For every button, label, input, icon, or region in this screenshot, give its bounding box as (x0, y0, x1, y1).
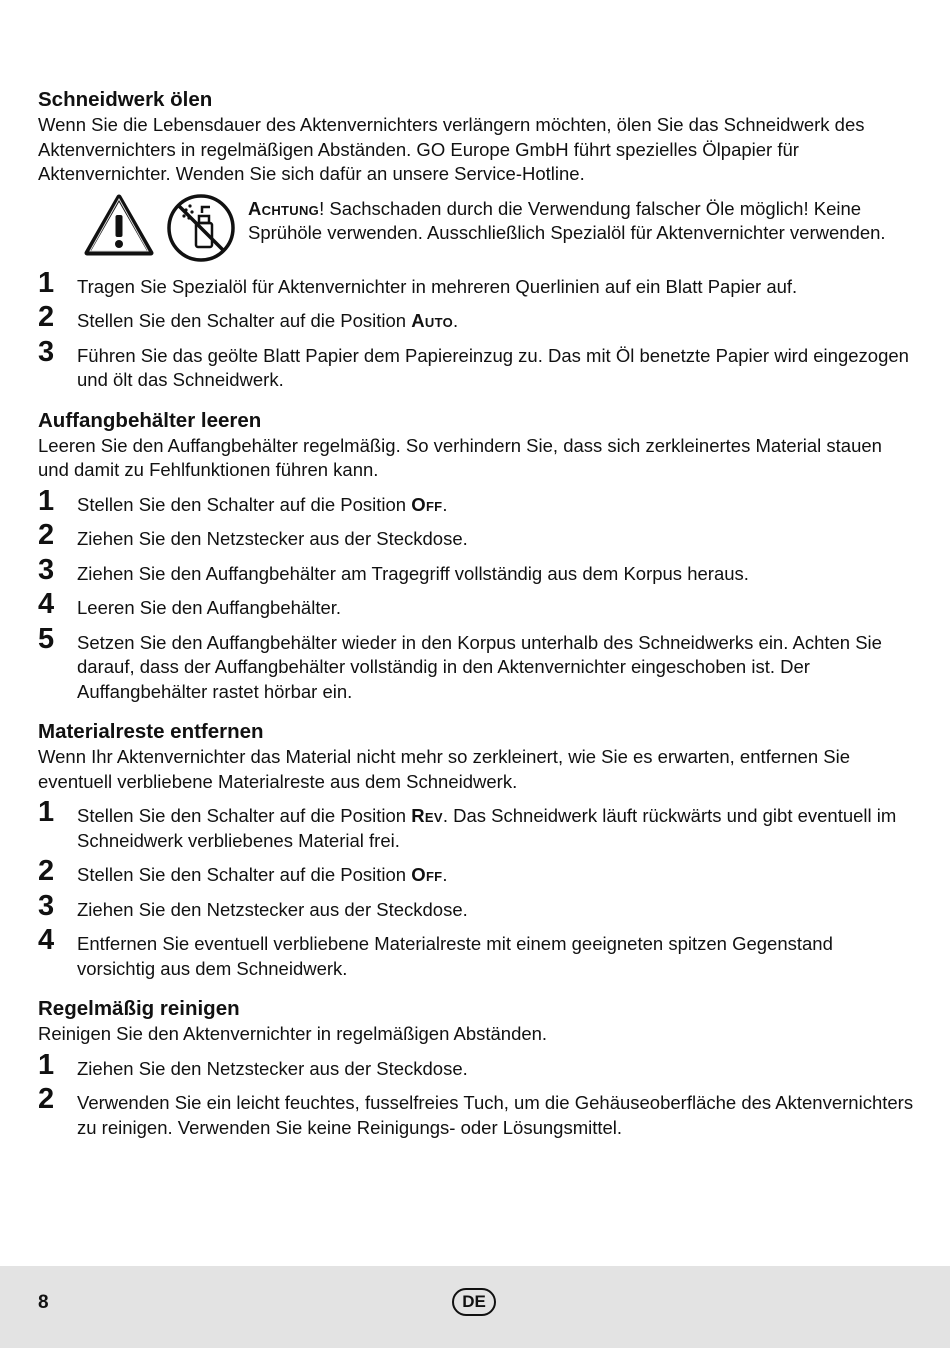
warning-triangle-icon (84, 193, 154, 257)
step-text: Ziehen Sie den Netzstecker aus der Steckdose. (77, 1057, 468, 1079)
step-item (38, 1048, 914, 1082)
step-item (38, 266, 914, 300)
step-list (38, 484, 914, 705)
section-intro: Leeren Sie den Auffangbehälter regelmäßig. So verhindern Sie, dass sich zerkleinertes Material stauen und damit zu Fehlfunktionen führen kann. (38, 434, 882, 480)
warning-label: Achtung (248, 197, 320, 219)
section-empty-bin (38, 407, 914, 705)
step-number: 3 (38, 335, 55, 368)
step-number: 3 (38, 553, 55, 586)
step-item (38, 855, 914, 888)
step-item (38, 484, 914, 518)
step-item (38, 335, 914, 393)
section-intro: Reinigen Sie den Aktenvernichter in regelmäßigen Abständen. (38, 1023, 548, 1044)
warning-text (248, 193, 914, 246)
page-footer (0, 1266, 950, 1348)
section-remove-residue (38, 718, 914, 981)
step-number: 1 (38, 484, 55, 517)
step-number: 2 (38, 855, 55, 887)
step-number: 1 (38, 796, 55, 828)
step-number: 2 (38, 301, 55, 333)
warning-message: ! Sachschaden durch die Verwendung falscher Öle möglich! Keine Sprühöle verwenden. Ausschließlich Spezialöl für Aktenvernichter verwenden. (248, 197, 886, 243)
step-item (38, 519, 914, 552)
section-intro: Wenn Ihr Aktenvernichter das Material nicht mehr so zerkleinert, wie Sie es erwarten, entfernen Sie eventuell verbliebene Materialreste aus dem Schneidwerk. (38, 746, 850, 792)
section-title: Auffangbehälter leeren (38, 408, 262, 432)
language-badge: DE (452, 1288, 496, 1316)
step-text: Stellen Sie den Schalter auf die Position Auto. (77, 310, 459, 331)
section-title: Materialreste entfernen (38, 720, 264, 743)
page-number: 8 (38, 1292, 49, 1313)
section-title: Schneidwerk ölen (38, 88, 213, 111)
step-item (38, 553, 914, 587)
step-text: Entfernen Sie eventuell verbliebene Materialreste mit einem geeigneten spitzen Gegenstand vorsichtig aus dem Schneidwerk. (77, 933, 833, 979)
step-text: Setzen Sie den Auffangbehälter wieder in den Korpus unterhalb des Schneidwerks ein. Achten Sie darauf, dass der Auffangbehälter vollständig in den Aktenvernichter eingeschoben ist. Der Auffangbehälter rastet hörbar ein. (77, 631, 882, 702)
step-item (38, 796, 914, 853)
step-item (38, 1083, 914, 1140)
step-list (38, 1048, 914, 1141)
section-title: Regelmäßig reinigen (38, 997, 240, 1020)
warning-box (84, 193, 914, 263)
step-text: Leeren Sie den Auffangbehälter. (77, 597, 342, 618)
step-text: Stellen Sie den Schalter auf die Position Off. (77, 864, 448, 885)
no-spray-oil-icon (166, 193, 236, 263)
step-text: Tragen Sie Spezialöl für Aktenvernichter in mehreren Querlinien auf ein Blatt Papier auf. (77, 275, 798, 297)
step-item (38, 924, 914, 981)
step-number: 1 (38, 266, 55, 299)
step-item (38, 889, 914, 923)
warning-icons (84, 193, 236, 263)
step-list (38, 796, 914, 981)
step-item (38, 588, 914, 621)
step-text: Führen Sie das geölte Blatt Papier dem Papiereinzug zu. Das mit Öl benetzte Papier wird eingezogen und ölt das Schneidwerk. (77, 344, 909, 390)
step-item (38, 301, 914, 334)
step-number: 4 (38, 924, 55, 956)
step-text: Ziehen Sie den Auffangbehälter am Tragegriff vollständig aus dem Korpus heraus. (77, 562, 749, 584)
step-number: 4 (38, 588, 55, 620)
step-list (38, 266, 914, 393)
step-number: 2 (38, 1083, 55, 1115)
section-oil-cutter (38, 86, 914, 393)
section-regular-cleaning (38, 995, 914, 1140)
page-content (38, 86, 914, 1154)
step-number: 2 (38, 519, 55, 551)
step-text: Ziehen Sie den Netzstecker aus der Steckdose. (77, 528, 468, 549)
section-intro: Wenn Sie die Lebensdauer des Aktenvernichters verlängern möchten, ölen Sie das Schneidwerk des Aktenvernichters in regelmäßigen Abständen. GO Europe GmbH führt spezielles Ölpapier für Aktenvernichter. Wenden Sie sich dafür an unsere Service-Hotline. (38, 114, 865, 184)
step-text: Stellen Sie den Schalter auf die Position Off. (77, 493, 448, 515)
step-text: Verwenden Sie ein leicht feuchtes, fusselfreies Tuch, um die Gehäuseoberfläche des Aktenvernichters zu reinigen. Verwenden Sie keine Reinigungs- oder Lösungsmittel. (77, 1092, 914, 1138)
step-number: 3 (38, 889, 55, 922)
step-number: 5 (38, 622, 55, 655)
step-text: Stellen Sie den Schalter auf die Position Rev. Das Schneidwerk läuft rückwärts und gibt eventuell im Schneidwerk verbliebenes Material frei. (77, 805, 897, 851)
step-text: Ziehen Sie den Netzstecker aus der Steckdose. (77, 898, 468, 920)
step-item (38, 622, 914, 705)
step-number: 1 (38, 1048, 55, 1081)
